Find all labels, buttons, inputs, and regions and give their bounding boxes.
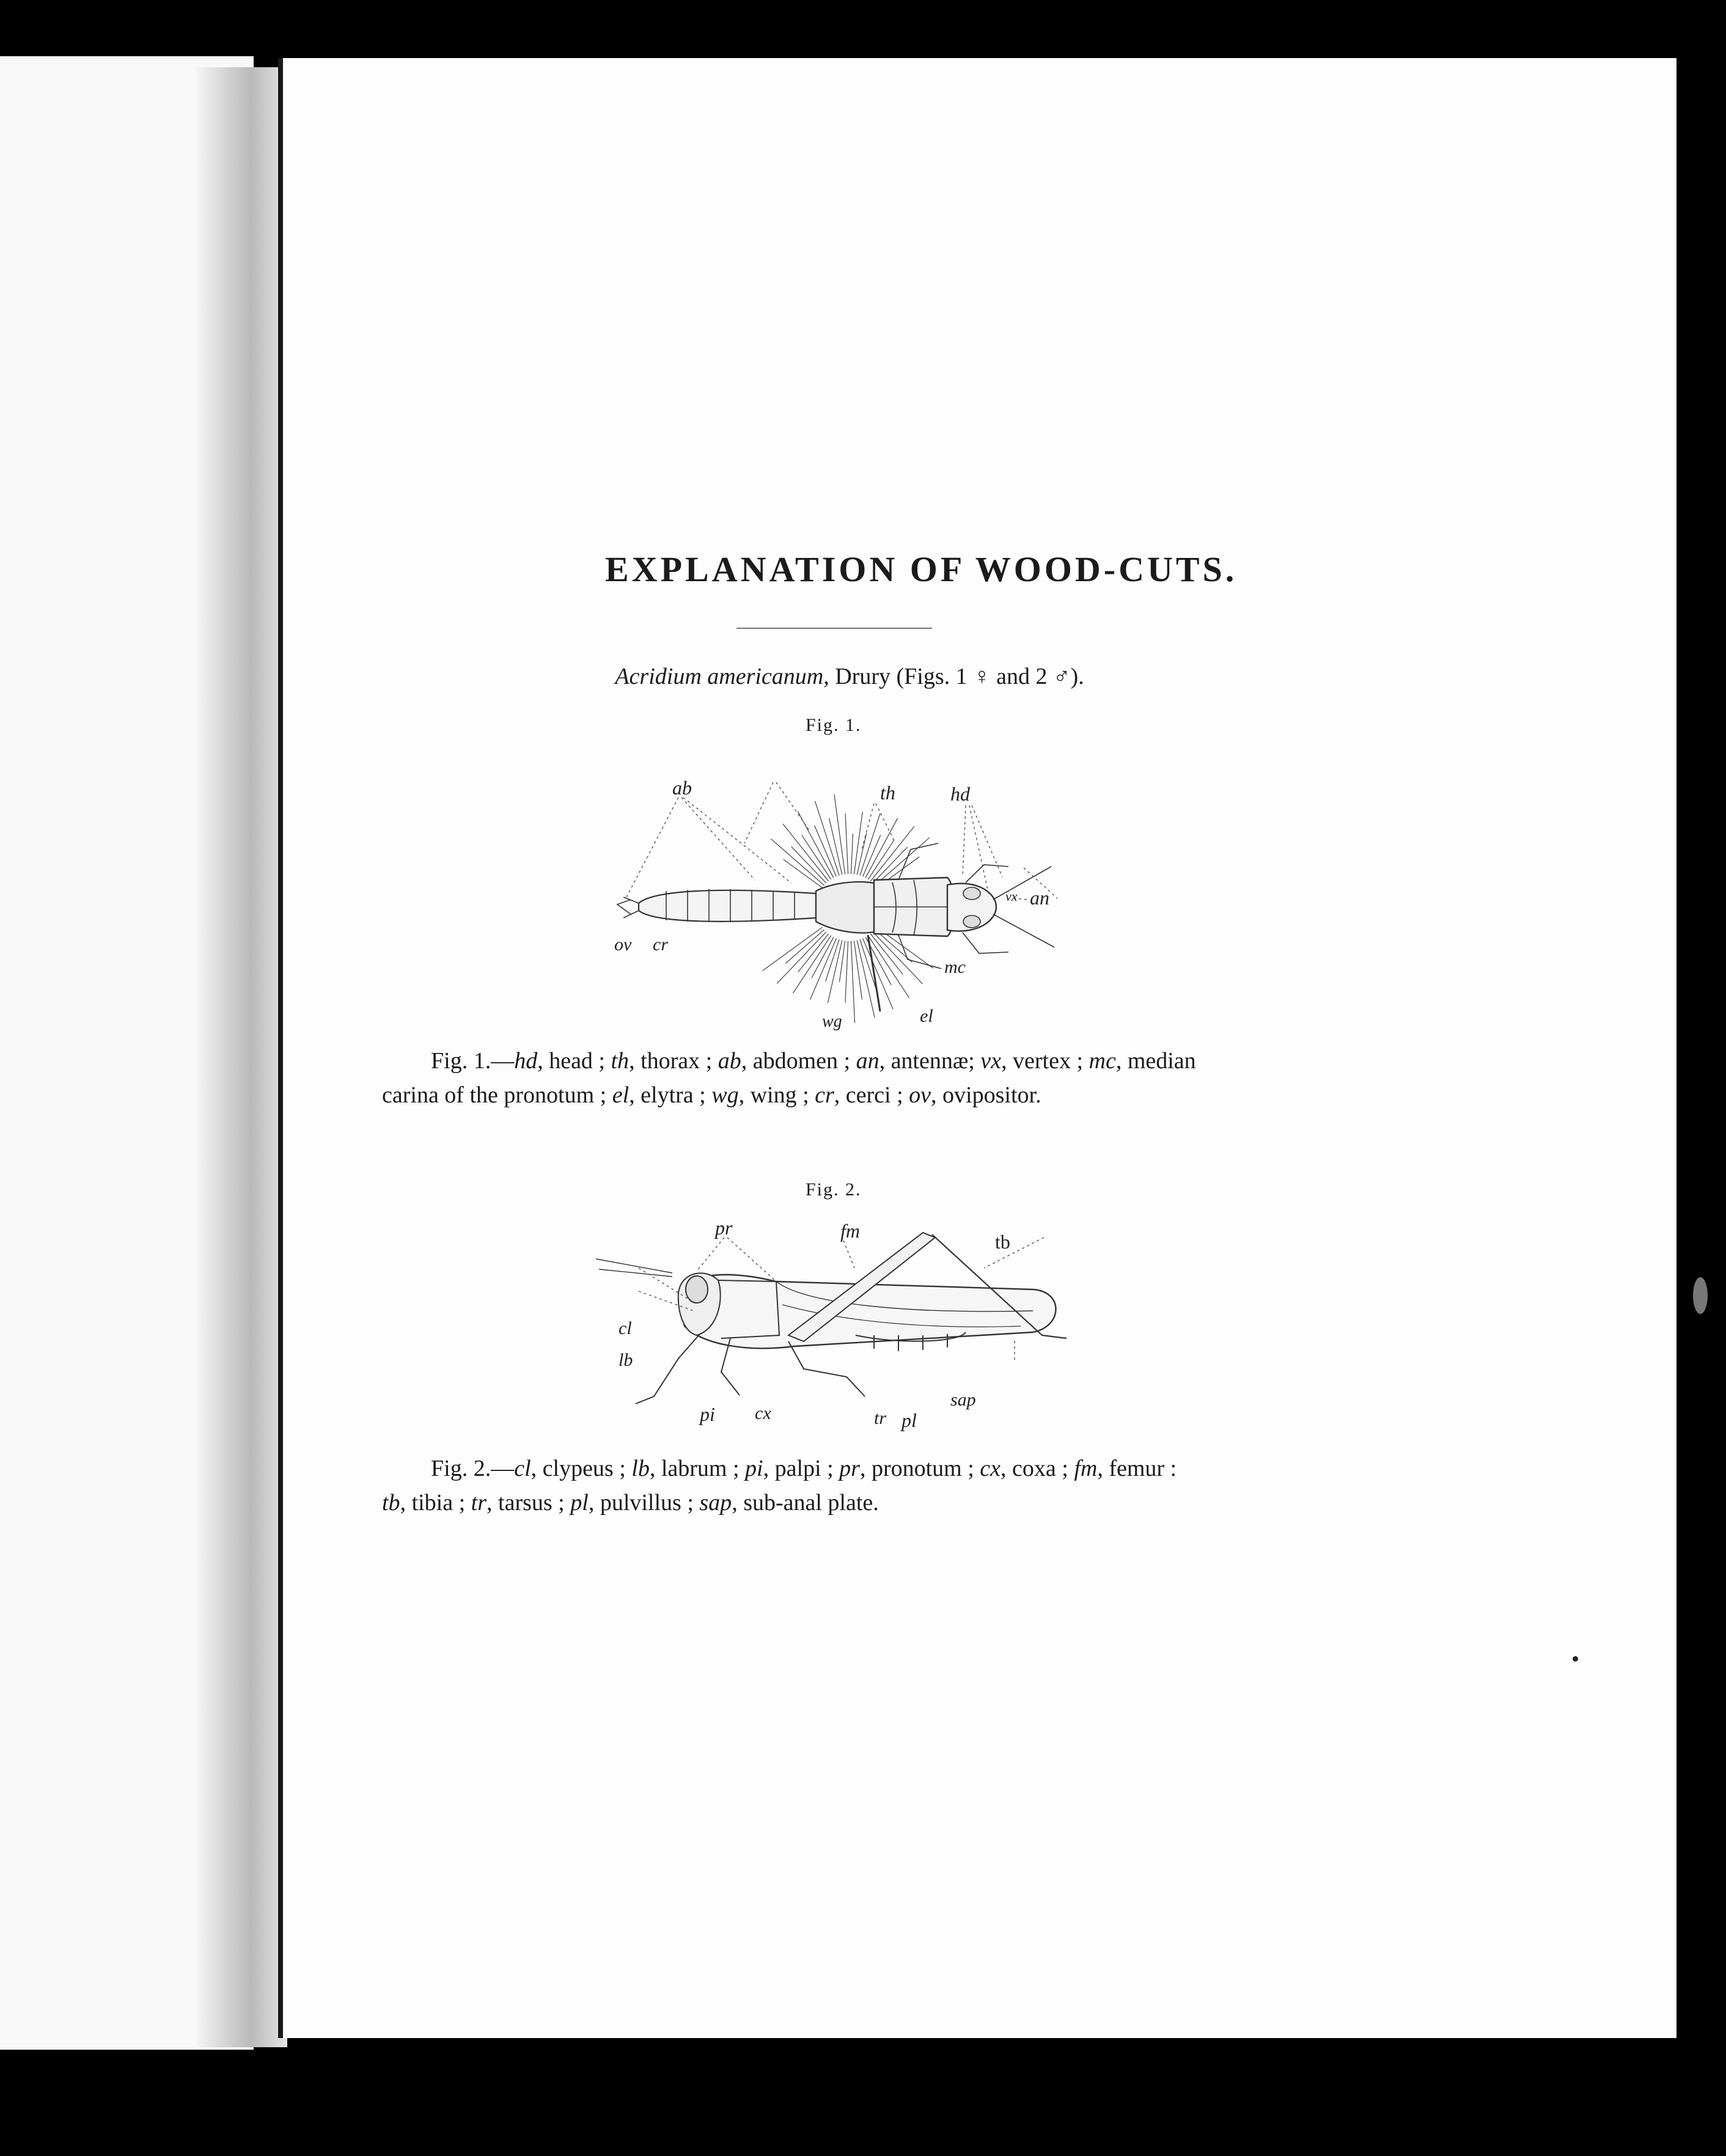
fig2-letter-lb: lb <box>619 1350 633 1370</box>
wing-ray <box>851 941 854 1023</box>
caption-abbrev: mc <box>1089 1048 1116 1074</box>
species-author: Drury (Figs. 1 ♀ and 2 ♂). <box>835 664 1084 689</box>
caption-text: , ovipositor. <box>931 1082 1041 1108</box>
fig1-letter-mc: mc <box>944 957 966 977</box>
wing-ray <box>845 941 848 1003</box>
wing-ray <box>868 936 909 998</box>
wing-ray <box>826 939 839 981</box>
caption-abbrev: el <box>612 1082 630 1108</box>
wing-ray <box>828 941 842 1003</box>
fig1-letter-el: el <box>920 1006 933 1026</box>
fig1-letter-th: th <box>880 782 895 804</box>
caption-text: , median <box>1115 1048 1196 1074</box>
wing-ray <box>815 801 839 876</box>
caption-text: , coxa ; <box>1001 1456 1074 1481</box>
fig1-letter-vx: vx <box>1005 889 1018 904</box>
fig1-label: Fig. 1. <box>806 715 862 735</box>
caption-text: carina of the pronotum ; <box>382 1082 612 1108</box>
caption-abbrev: tr <box>471 1490 487 1516</box>
caption-text: , wing ; <box>738 1082 815 1108</box>
caption-text: , thorax ; <box>629 1048 718 1074</box>
caption-abbrev: lb <box>631 1456 650 1481</box>
caption-text: , tarsus ; <box>487 1490 571 1516</box>
fig2-label: Fig. 2. <box>806 1179 862 1200</box>
caption-abbrev: cx <box>980 1456 1001 1481</box>
fig1-letter-hd: hd <box>950 783 970 805</box>
caption-abbrev: ab <box>718 1048 741 1074</box>
caption-abbrev: tb <box>382 1490 400 1516</box>
fig2-letter-pi: pi <box>700 1403 715 1425</box>
wing-ray <box>777 932 826 984</box>
fig2-letter-sap: sap <box>950 1390 976 1410</box>
wing-ray <box>851 834 853 874</box>
fig2-caption-line2 <box>382 1486 879 1520</box>
caption-abbrev: wg <box>711 1082 739 1108</box>
caption-abbrev: an <box>856 1048 880 1074</box>
caption-abbrev: cr <box>815 1082 834 1108</box>
caption-text: , sub-anal plate. <box>732 1490 879 1516</box>
caption-abbrev: hd <box>514 1048 538 1074</box>
fig1-letter-cr: cr <box>653 934 668 955</box>
wing-ray <box>763 927 823 970</box>
caption-text: , antennæ; <box>879 1048 981 1074</box>
wing-ray <box>857 941 875 1018</box>
wing-ray <box>845 813 848 874</box>
fig2-letter-tr: tr <box>874 1408 887 1428</box>
fig1-letter-an: an <box>1030 887 1049 909</box>
wing-ray <box>854 812 862 874</box>
fig2-letter-pr: pr <box>715 1217 733 1239</box>
caption-text: Fig. 1.— <box>431 1048 515 1074</box>
species-heading <box>581 663 1118 690</box>
fig2-letter-pl: pl <box>902 1409 917 1431</box>
scan-artifact <box>1693 1277 1708 1314</box>
fig1-letter-ab: ab <box>672 777 692 799</box>
caption-text: , abdomen ; <box>741 1048 856 1074</box>
caption-text: Fig. 2.— <box>431 1456 515 1481</box>
scan-speck <box>1573 1656 1578 1662</box>
caption-abbrev: cl <box>514 1456 531 1481</box>
wing-ray <box>868 840 894 879</box>
wing-ray <box>863 835 881 876</box>
caption-abbrev: pi <box>745 1456 763 1481</box>
caption-text: , femur : <box>1097 1456 1177 1481</box>
caption-text: , head ; <box>537 1048 611 1074</box>
title-rule <box>736 628 932 629</box>
fig1-letter-ov: ov <box>614 934 632 955</box>
fig2-letter-tb: tb <box>995 1231 1010 1253</box>
species-name: Acridium americanum, <box>615 664 829 689</box>
wing-ray <box>798 811 834 878</box>
fig2-caption-line1 <box>431 1451 1177 1486</box>
wing-ray <box>865 818 898 878</box>
caption-abbrev: pl <box>570 1490 589 1516</box>
page-title: EXPLANATION OF WOOD-CUTS. <box>605 549 1238 589</box>
caption-abbrev: sap <box>699 1490 732 1516</box>
wing-ray <box>834 794 845 875</box>
fig1-letter-wg: wg <box>822 1012 842 1031</box>
caption-text: , palpi ; <box>763 1456 840 1481</box>
caption-abbrev: vx <box>980 1048 1001 1074</box>
caption-text: , clypeus ; <box>531 1456 632 1481</box>
fig2-illustration <box>593 1213 1094 1439</box>
wing-ray <box>854 941 862 1000</box>
caption-text: , labrum ; <box>649 1456 746 1481</box>
wing-ray <box>873 932 923 984</box>
wing-ray <box>784 859 823 887</box>
fig2-letter-fm: fm <box>840 1220 860 1242</box>
caption-text: , elytra ; <box>629 1082 712 1108</box>
wing-ray <box>783 824 829 881</box>
wing-ray <box>812 937 834 978</box>
wing-ray <box>829 818 842 875</box>
caption-abbrev: th <box>611 1048 630 1074</box>
fig1-caption-line1 <box>431 1044 1196 1078</box>
caption-abbrev: ov <box>909 1082 931 1108</box>
caption-text: , pronotum ; <box>859 1456 980 1481</box>
caption-abbrev: fm <box>1074 1456 1098 1481</box>
fig1-caption-line2 <box>382 1078 1041 1112</box>
caption-text: , tibia ; <box>400 1490 471 1516</box>
fig2-letter-cl: cl <box>619 1318 632 1338</box>
caption-abbrev: pr <box>839 1456 860 1481</box>
book-gutter-shadow <box>196 67 287 2047</box>
fig1-illustration <box>605 758 1094 1033</box>
caption-text: , cerci ; <box>834 1082 909 1108</box>
caption-text: , vertex ; <box>1001 1048 1089 1074</box>
wing-ray <box>870 826 914 881</box>
fig2-letter-cx: cx <box>755 1403 771 1423</box>
caption-text: , pulvillus ; <box>588 1490 700 1516</box>
